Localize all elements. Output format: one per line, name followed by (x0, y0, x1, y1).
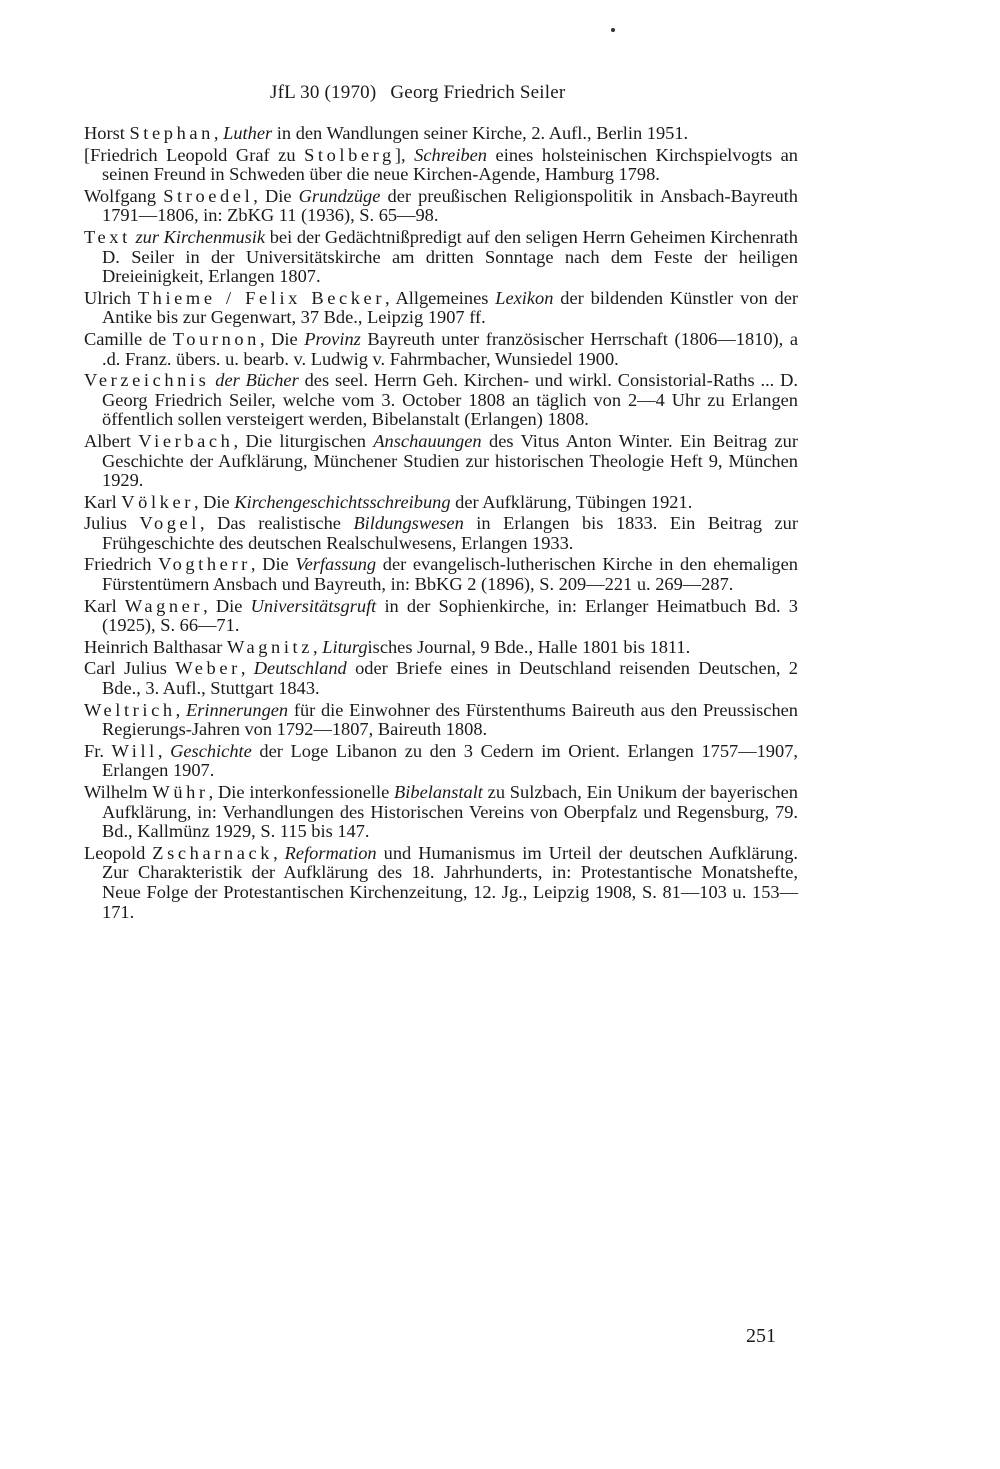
title-keyword: Bildungswesen (353, 513, 464, 534)
entry-text: Karl (84, 595, 125, 616)
entry-text: Leopold (84, 842, 153, 863)
entry-text: , Die (203, 595, 251, 616)
bibliography-list (84, 124, 798, 924)
bibliography-entry (84, 289, 798, 328)
bibliography-entry (84, 187, 798, 226)
entry-text: Bayreuth unter französischer Herrschaft (1806—1810), a .d. Franz. übers. u. bearb. v. Ludwig v. Fahrmbacher, Wunsiedel 1900. (102, 328, 798, 369)
entry-text: , Das realistische (200, 513, 354, 534)
author-name: Völker (121, 491, 194, 512)
running-title: Georg Friedrich Seiler (390, 82, 566, 103)
entry-text: [Friedrich Leopold Graf zu (84, 144, 305, 165)
entry-text: Fr. (84, 740, 112, 761)
entry-text: in den Wandlungen seiner Kirche, 2. Aufl., Berlin 1951. (272, 123, 689, 143)
bibliography-entry (84, 555, 798, 594)
author-name: Stephan (129, 123, 214, 143)
title-keyword: Verfassung (295, 554, 377, 575)
bibliography-entry (84, 371, 798, 430)
bibliography-entry (84, 659, 798, 698)
entry-text: eines holsteinischen Kirchspielvogts an seinen Freund in Schweden über die neue Kirchen-Agende, Hamburg 1798. (102, 144, 799, 185)
entry-text: der Loge Libanon zu den 3 Cedern im Orient. Erlangen 1757—1907, Erlangen 1907. (102, 740, 798, 781)
title-keyword: Deutschland (253, 658, 347, 679)
entry-text: Horst (84, 123, 130, 143)
author-name: Thieme / Felix Becker (137, 287, 386, 308)
running-head (270, 82, 730, 104)
journal-citation: JfL 30 (1970) (270, 82, 377, 103)
entry-text: Heinrich Balthasar (84, 636, 227, 657)
entry-text: in Erlangen bis 1833. Ein Beitrag zur Frühgeschichte des deutschen Realschulwesens, Erlangen 1933. (102, 513, 798, 553)
title-keyword: Kirchengeschichtsschreibung (234, 491, 451, 512)
title-keyword: Liturg (322, 636, 368, 657)
entry-text: für die Einwohner des Fürstenthums Baireuth aus den Preussischen Regierungs-Jahren von 1792—1807, Baireuth 1808. (102, 699, 798, 740)
print-speck (611, 28, 615, 32)
entry-text: Wilhelm (84, 782, 153, 802)
author-name: Verzeichnis (84, 370, 210, 391)
author-name: Stolberg (304, 144, 395, 165)
entry-text: ], (394, 144, 415, 165)
entry-text: bei der Gedächtnißpredigt auf den seligen Herrn Geheimen Kirchenrath D. Seiler in der Universitätskirche am dritten Sonntage nach dem Feste der heiligen Dreieinigkeit, Erlangen 1807. (102, 226, 798, 287)
entry-text: , Die interkonfessionelle (208, 782, 395, 802)
bibliography-entry (84, 844, 798, 922)
author-name: Zscharnack (152, 842, 274, 863)
author-name: Vogtherr (158, 554, 251, 575)
entry-text: der bildenden Künstler von der Antike bis zur Gegenwart, 37 Bde., Leipzig 1907 ff. (102, 287, 798, 328)
bibliography-entry (84, 228, 798, 287)
author-name: Wagnitz (227, 636, 314, 657)
entry-text: , Die (250, 554, 296, 575)
entry-text: , (157, 740, 171, 761)
author-name: Text (84, 226, 131, 247)
bibliography-entry (84, 432, 798, 491)
title-keyword: Grundzüge (298, 185, 381, 206)
title-keyword: Lexikon (495, 287, 554, 308)
entry-text: , Die (259, 328, 305, 349)
entry-text: , (273, 842, 285, 863)
bibliography-entry (84, 493, 798, 513)
entry-text: der Aufklärung, Tübingen 1921. (450, 491, 693, 512)
author-name: Stroedel (163, 185, 254, 206)
entry-text: isches Journal, 9 Bde., Halle 1801 bis 1811. (367, 636, 691, 657)
author-name: Vogel (139, 513, 201, 534)
entry-text: Albert (84, 430, 139, 451)
entry-text: Wolfgang (84, 185, 164, 206)
entry-text: der evangelisch-lutherischen Kirche in den ehemaligen Fürstentümern Ansbach und Bayreuth, in: BbKG 2 (1896), S. 209—221 u. 269—287. (102, 554, 798, 595)
bibliography-entry (84, 124, 798, 144)
author-name: Wagner (124, 595, 204, 616)
entry-text: , (213, 123, 224, 143)
bibliography-entry (84, 701, 798, 740)
author-name: Wühr (152, 782, 209, 802)
entry-text: , Die (193, 491, 235, 512)
bibliography-entry (84, 514, 798, 553)
page-number: 251 (746, 1325, 776, 1347)
bibliography-entry (84, 783, 798, 842)
entry-text: , Allgemeines (385, 287, 496, 308)
entry-text: Ulrich (84, 287, 138, 308)
entry-text: und Humanismus im Urteil der deutschen Aufklärung. Zur Charakteristik der Aufklärung des 18. Jahrhunderts, in: Protestantische Monatshefte, Neue Folge der Protestantischen Kirchenzeitung, 12. Jg., Leipzig 1908, S. 81—103 u. 153—171. (102, 842, 798, 922)
title-keyword: Anschauungen (373, 430, 482, 451)
bibliography-entry (84, 638, 798, 658)
entry-text: des seel. Herrn Geh. Kirchen- und wirkl. Consistorial-Raths ... D. Georg Friedrich Seiler, welche vom 3. October 1808 an täglich von 2—4 Uhr zu Erlangen öffentlich sollen versteigert werden, Bibelanstalt (Erlangen) 1808. (102, 370, 798, 430)
entry-text: , Die liturgischen (233, 430, 374, 451)
bibliography-entry (84, 146, 798, 185)
entry-text: , (313, 636, 323, 657)
bibliography-entry (84, 597, 798, 636)
title-keyword: der Bücher (215, 370, 299, 391)
title-keyword: Reformation (284, 842, 377, 863)
author-name: Vierbach (138, 430, 234, 451)
title-keyword: Bibelanstalt (394, 782, 483, 802)
entry-text: Carl Julius (84, 658, 176, 679)
bibliography-entry (84, 330, 798, 369)
entry-text: der preußischen Religionspolitik in Ansbach-Bayreuth 1791—1806, in: ZbKG 11 (1936), S. 65—98. (102, 185, 798, 226)
entry-text: Camille de (84, 328, 173, 349)
title-keyword: zur Kirchenmusik (135, 226, 266, 247)
author-name: Will (111, 740, 158, 761)
entry-text: des Vitus Anton Winter. Ein Beitrag zur Geschichte der Aufklärung, Münchener Studien zur historischen Theologie Heft 9, München 1929. (102, 430, 798, 491)
entry-text: in der Sophienkirche, in: Erlanger Heimatbuch Bd. 3 (1925), S. 66—71. (102, 595, 798, 636)
entry-text: Karl (84, 491, 122, 512)
entry-text: zu Sulzbach, Ein Unikum der bayerischen Aufklärung, in: Verhandlungen des Historischen Vereins von Oberpfalz und Regensburg, 79. Bd., Kallmünz 1929, S. 115 bis 147. (102, 782, 798, 842)
title-keyword: Universitätsgruft (250, 595, 377, 616)
title-keyword: Luther (223, 123, 273, 143)
bibliography-entry (84, 742, 798, 781)
entry-text: , (240, 658, 254, 679)
entry-text: Friedrich (84, 554, 159, 575)
title-keyword: Provinz (304, 328, 361, 349)
entry-text: , (175, 699, 186, 720)
entry-text: , Die (253, 185, 299, 206)
title-keyword: Schreiben (414, 144, 487, 165)
title-keyword: Geschichte (170, 740, 252, 761)
author-name: Tournon (172, 328, 260, 349)
author-name: Weber (175, 658, 241, 679)
entry-text: Julius (84, 513, 140, 534)
entry-text: oder Briefe eines in Deutschland reisenden Deutschen, 2 Bde., 3. Aufl., Stuttgart 1843. (102, 658, 798, 699)
author-name: Weltrich (84, 699, 176, 720)
title-keyword: Erinnerungen (185, 699, 289, 720)
